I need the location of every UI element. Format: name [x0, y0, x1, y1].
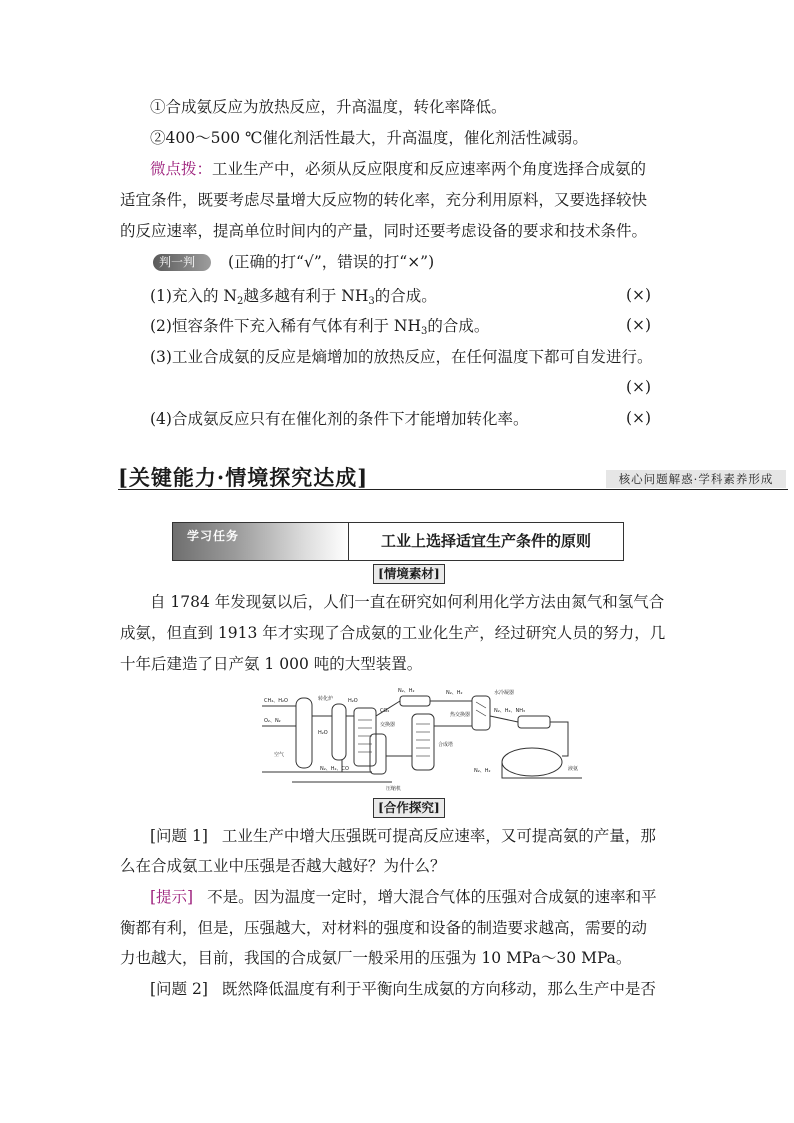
context-line-2: 成氨，但直到 1913 年才实现了合成氨的工业化生产，经过研究人员的努力，几 [120, 624, 666, 642]
judge-question-1 [150, 286, 437, 312]
condition-item-2: ②400～500 ℃催化剂活性最大，升高温度，催化剂活性减弱。 [150, 129, 588, 147]
hint-line-3: 力也越大，目前，我国的合成氨厂一般采用的压强为 10 MPa～30 MPa。 [120, 949, 632, 967]
diagram-label-14: 合成塔 [438, 742, 454, 748]
diagram-label-1: O₂、N₂ [264, 718, 281, 724]
context-line-1: 自 1784 年发现氨以后，人们一直在研究如何利用化学方法由氮气和氢气合 [150, 593, 665, 611]
question-1-label: [问题 1] [150, 827, 208, 845]
tank-shape [502, 748, 562, 776]
question-1-text: 工业生产中增大压强既可提高反应速率，又可提高氨的产量，那 [221, 827, 656, 845]
hint-line-2: 衡都有利，但是，压强越大，对材料的强度和设备的制造要求越高，需要的动 [120, 919, 648, 937]
ammonia-process-diagram [262, 686, 604, 794]
diagram-label-12: 水冷凝器 [494, 690, 515, 696]
q1-text-a: (1)充入的 N [150, 287, 237, 305]
task-title: 工业上选择适宜生产条件的原则 [380, 532, 591, 550]
section-title: [关键能力·情境探究达成] [118, 465, 369, 490]
diagram-label-2: 转化炉 [318, 696, 334, 702]
diagram-label-0: CH₄、H₂O [264, 698, 288, 704]
tip-text-1: 工业生产中，必须从反应限度和反应速率两个角度选择合成氨的 [212, 160, 647, 178]
q1-sub2: 3 [368, 296, 375, 307]
q2-sub: 3 [420, 326, 428, 337]
judge-question-2 [150, 316, 489, 342]
diagram-label-10: 压缩机 [386, 786, 402, 792]
tip-line-1 [150, 159, 646, 179]
converter-shape [332, 704, 346, 760]
judge-answer-3: (×) [626, 378, 652, 396]
hint-label: [提示] [150, 888, 194, 906]
context-badge: [情境素材] [373, 564, 445, 584]
diagram-label-15: N₂、H₂ [474, 768, 491, 774]
diagram-label-3: H₂O [318, 730, 328, 736]
tip-line-2: 适宜条件，既要考虑尽量增大反应物的转化率，充分利用原料，又要选择较快 [120, 191, 648, 209]
question-2-text: 既然降低温度有利于平衡向生成氨的方向移动，那么生产中是否 [221, 980, 656, 998]
judge-answer-2: (×) [626, 316, 652, 334]
diagram-label-5: H₂O [348, 698, 358, 704]
exchanger-tower [354, 708, 376, 766]
synthesis-tower [412, 714, 434, 770]
diagram-label-16: 热交换器 [450, 712, 471, 718]
diagram-label-4: N₂、H₂、CO [320, 766, 349, 772]
judge-instruction: (正确的打“√”，错误的打“×”) [228, 253, 435, 271]
q2-text-a: (2)恒容条件下充入稀有气体有利于 NH [150, 317, 421, 335]
task-label: 学习任务 [187, 529, 240, 543]
diagram-label-6: 空气 [274, 752, 285, 758]
question-1-line-1 [150, 826, 656, 846]
coop-badge: [合作探究] [373, 798, 445, 818]
context-line-3: 十年后建造了日产氨 1 000 吨的大型装置。 [120, 655, 423, 673]
hint-line-1 [150, 887, 657, 907]
furnace-shape [296, 698, 312, 768]
judge-question-4: (4)合成氨反应只有在催化剂的条件下才能增加转化率。 [150, 410, 529, 428]
diagram-label-17: 液氨 [568, 766, 579, 772]
q2-text-b: 的合成。 [427, 317, 490, 335]
question-2-line-1 [150, 979, 656, 999]
judge-question-3: (3)工业合成氨的反应是熵增加的放热反应，在任何温度下都可自发进行。 [150, 348, 653, 366]
judge-icon: 判一判 [153, 254, 211, 271]
section-tag: 核心问题解惑·学科素养形成 [606, 470, 786, 488]
question-1-line-2: 么在合成氨工业中压强是否越大越好？为什么？ [120, 857, 446, 875]
condition-item-1: ①合成氨反应为放热反应，升高温度，转化率降低。 [150, 98, 507, 116]
diagram-label-13: N₂、H₂、NH₃ [494, 708, 526, 714]
diagram-label-11: N₂、H₂ [446, 690, 463, 696]
tip-line-3: 的反应速率，提高单位时间内的产量，同时还要考虑设备的要求和技术条件。 [120, 222, 648, 240]
tip-label: 微点拨： [150, 160, 213, 178]
question-2-label: [问题 2] [150, 980, 208, 998]
diagram-label-9: CO₂ [380, 708, 390, 714]
task-label-panel [173, 523, 349, 560]
q1-sub: 2 [236, 296, 244, 307]
learning-task-box [172, 522, 624, 561]
judge-answer-1: (×) [626, 286, 652, 304]
q1-text-c: 的合成。 [374, 287, 437, 305]
diagram-label-7: 交换器 [380, 722, 396, 728]
judge-answer-4: (×) [626, 409, 652, 427]
diagram-label-8: N₂、H₂ [398, 688, 415, 694]
q1-text-b: 越多越有利于 NH [243, 287, 369, 305]
section-rule [118, 489, 788, 490]
hint-text-1: 不是。因为温度一定时，增大混合气体的压强对合成氨的速率和平 [207, 888, 657, 906]
